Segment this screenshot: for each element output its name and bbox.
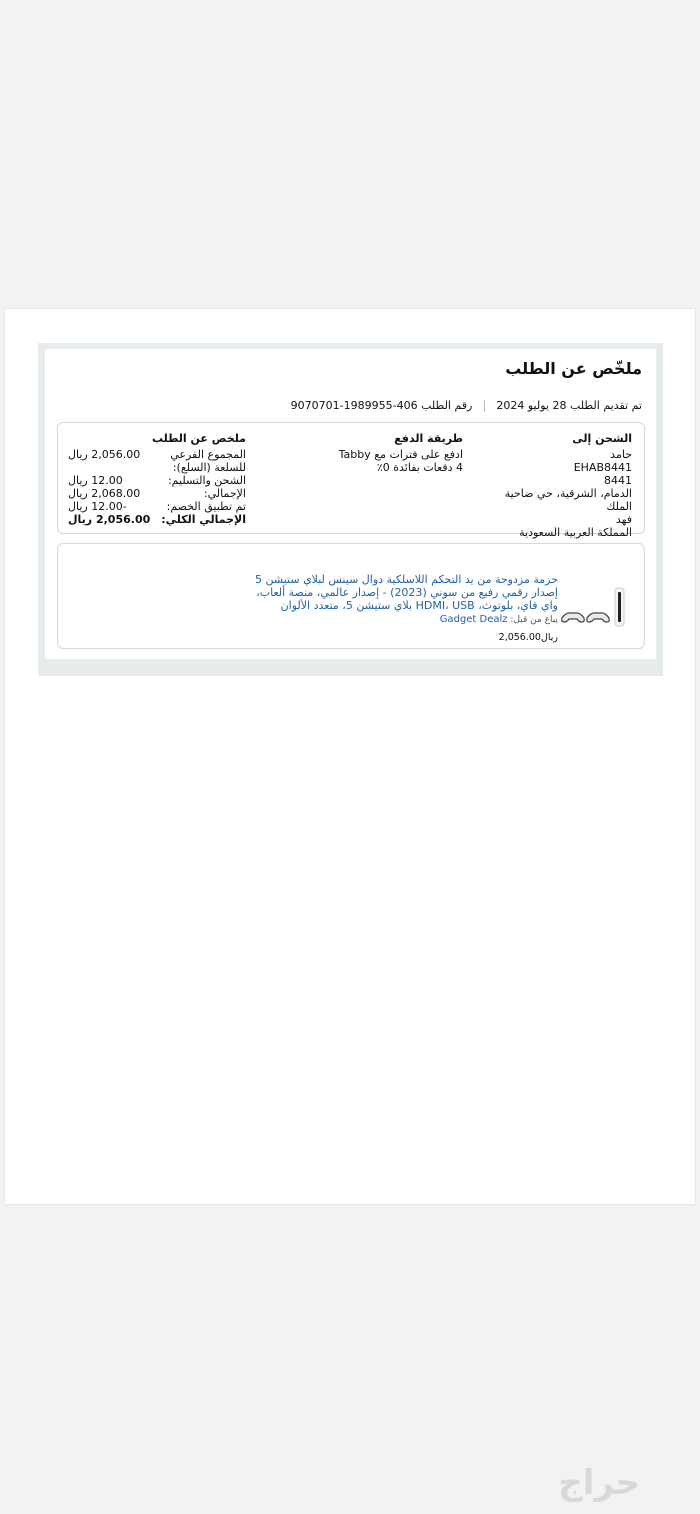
payment-heading: طريقة الدفع xyxy=(394,432,463,445)
order-date: تم تقديم الطلب 28 يوليو 2024 xyxy=(496,399,642,412)
summary-value: 2,056.00 ريال xyxy=(68,448,141,461)
summary-value: 12.00 ريال xyxy=(68,474,123,487)
payment-section xyxy=(333,432,463,474)
shipping-line: الدمام، الشرقية، حي ضاحية الملك xyxy=(504,487,632,513)
payment-line: ادفع على فترات مع Tabby xyxy=(338,448,463,461)
summary-label: الإجمالي: xyxy=(203,487,246,500)
summary-section xyxy=(68,432,246,526)
order-meta xyxy=(291,399,642,412)
summary-value: 2,056.00 ريال xyxy=(68,513,151,526)
summary-label: الإجمالي الكلي: xyxy=(161,513,246,526)
product-details xyxy=(238,573,558,644)
sold-by-label: يباع من قبل: xyxy=(510,615,558,625)
shipping-heading: الشحن إلى xyxy=(572,432,632,445)
payment-line: 4 دفعات بفائدة 0٪ xyxy=(376,461,463,474)
summary-row-total xyxy=(68,487,246,500)
watermark-logo xyxy=(502,1460,642,1502)
shipping-line: 8441 xyxy=(604,474,632,487)
summary-label: المجموع الفرعي للسلعة (السلع): xyxy=(170,448,246,474)
order-item-box xyxy=(57,543,645,649)
shipping-line: فهد xyxy=(615,513,632,526)
shipping-section xyxy=(482,432,632,539)
order-info-box xyxy=(57,422,645,539)
summary-label: الشحن والتسليم: xyxy=(167,474,246,487)
summary-row-shipping xyxy=(68,474,246,487)
summary-value: 2,068.00 ريال xyxy=(68,487,141,500)
shipping-line: EHAB8441 xyxy=(573,461,632,474)
summary-value: -12.00 ريال xyxy=(68,500,127,513)
seller-link[interactable]: Gadget Dealz xyxy=(439,614,508,625)
product-title-link[interactable]: حزمة مزدوجة من يد التحكم اللاسلكية دوال سينس لبلاي ستيشن 5 إصدار رقمي رفيع من سوني (2023) - إصدار عالمي، منصة ألعاب، واي فاي، بلوتوث، HDMI، USB بلاي ستيشن 5، متعدد الألوان xyxy=(255,573,558,612)
shipping-line: المملكة العربية السعودية xyxy=(519,526,632,539)
summary-row-discount xyxy=(68,500,246,513)
summary-row-subtotal xyxy=(68,448,246,474)
ps5-bundle-image[interactable] xyxy=(560,580,630,632)
sold-by xyxy=(238,613,558,627)
page-title: ملخّص عن الطلب xyxy=(505,359,642,378)
summary-heading: ملخص عن الطلب xyxy=(151,432,246,445)
summary-row-grand-total xyxy=(68,513,246,526)
order-number-label: رقم الطلب xyxy=(421,399,473,412)
shipping-line: حامد xyxy=(610,448,632,461)
svg-text:حراج: حراج xyxy=(558,1463,640,1502)
meta-divider xyxy=(484,400,485,412)
order-number: 406-1989955-9070701 xyxy=(290,399,418,412)
item-price: 2,056.00ريال xyxy=(498,632,558,643)
summary-label: تم تطبيق الخصم: xyxy=(166,500,246,513)
